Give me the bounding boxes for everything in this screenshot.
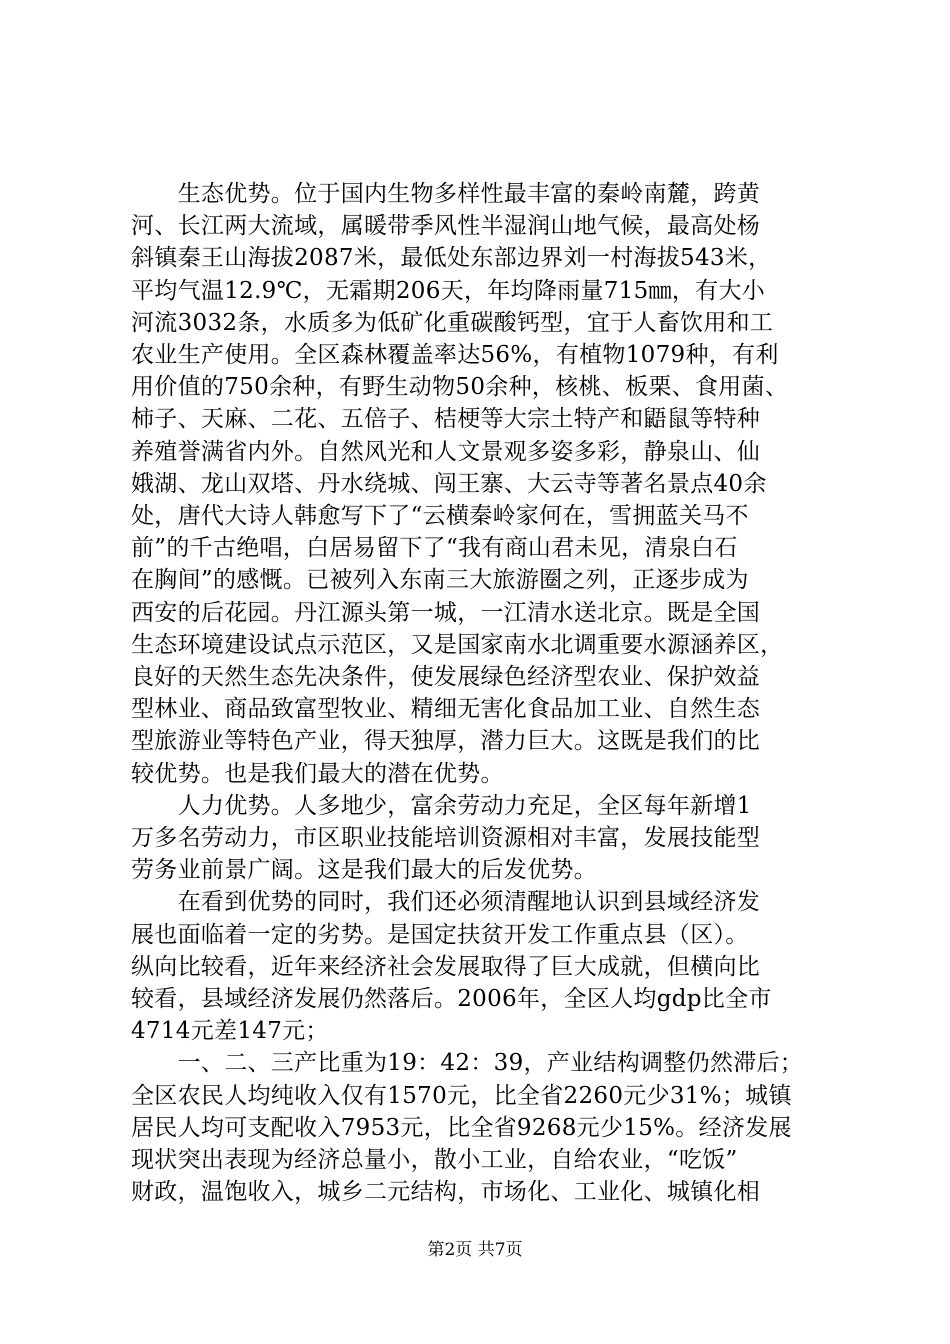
text-line: 较看，县域经济发展仍然落后。2006年，全区人均gdp比全市 xyxy=(131,986,772,1012)
text-line: 处，唐代大诗人韩愈写下了“云横秦岭家何在，雪拥蓝关马不 xyxy=(131,503,749,529)
text-line: 劳务业前景广阔。这是我们最大的后发优势。 xyxy=(131,857,597,884)
text-line: 较优势。也是我们最大的潜在优势。 xyxy=(131,760,504,787)
text-line: 平均气温12.9℃，无霜期206天，年均降雨量715㎜，有大小 xyxy=(131,277,766,304)
text-line: 娥湖、龙山双塔、丹水绕城、闯王寨、大云寺等著名景点40余 xyxy=(131,470,767,497)
page-number-footer: 第2页 共7页 xyxy=(427,1240,523,1260)
text-line: 人力优势。人多地少，富余劳动力充足，全区每年新增1 xyxy=(131,792,752,819)
text-line: 全区农民人均纯收入仅有1570元，比全省2260元少31%；城镇 xyxy=(131,1082,792,1109)
text-line: 纵向比较看，近年来经济社会发展取得了巨大成就，但横向比 xyxy=(131,953,761,980)
text-line: 柿子、天麻、二花、五倍子、桔梗等大宗土特产和鼯鼠等特种 xyxy=(131,406,761,433)
text-line: 河流3032条，水质多为低矿化重碳酸钙型，宜于人畜饮用和工 xyxy=(131,309,774,336)
text-line: 良好的天然生态先决条件，使发展绿色经济型农业、保护效益 xyxy=(131,664,761,690)
text-line: 生态环境建设试点示范区，又是国家南水北调重要水源涵养区， xyxy=(131,631,784,658)
text-line: 养殖誉满省内外。自然风光和人文景观多姿多彩，静泉山、仙 xyxy=(131,438,761,465)
text-line: 一、二、三产比重为19：42：39，产业结构调整仍然滞后； xyxy=(131,1050,804,1077)
text-line: 财政，温饱收入，城乡二元结构，市场化、工业化、城镇化相 xyxy=(131,1179,761,1206)
text-line: 农业生产使用。全区森林覆盖率达56%，有植物1079种，有利 xyxy=(131,342,779,368)
text-line: 用价值的750余种，有野生动物50余种，核桃、板栗、食用菌、 xyxy=(131,374,789,401)
text-line: 在看到优势的同时，我们还必须清醒地认识到县域经济发 xyxy=(131,889,761,916)
text-line: 斜镇秦王山海拔2087米，最低处东部边界刘一村海拔543米， xyxy=(131,245,772,272)
text-line: 在胸间”的感慨。已被列入东南三大旅游圈之列，正逐步成为 xyxy=(131,567,749,594)
text-line: 河、长江两大流域，属暖带季风性半湿润山地气候，最高处杨 xyxy=(131,213,761,240)
text-line: 西安的后花园。丹江源头第一城，一江清水送北京。既是全国 xyxy=(131,599,761,626)
text-line: 现状突出表现为经济总量小，散小工业，自给农业，“吃饭” xyxy=(131,1147,738,1173)
text-line: 万多名劳动力，市区职业技能培训资源相对丰富，发展技能型 xyxy=(131,825,761,851)
text-line: 前”的千古绝唱，白居易留下了“我有商山君未见，清泉白石 xyxy=(131,535,738,562)
text-line: 4714元差147元； xyxy=(131,1018,329,1045)
text-line: 型旅游业等特色产业，得天独厚，潜力巨大。这既是我们的比 xyxy=(131,728,761,755)
text-line: 居民人均可支配收入7953元，比全省9268元少15%。经济发展 xyxy=(131,1114,792,1141)
text-line: 展也面临着一定的劣势。是国定扶贫开发工作重点县（区）。 xyxy=(131,921,749,948)
text-line: 型林业、商品致富型牧业、精细无害化食品加工业、自然生态 xyxy=(131,696,761,723)
text-line: 生态优势。位于国内生物多样性最丰富的秦岭南麓，跨黄 xyxy=(131,181,761,207)
